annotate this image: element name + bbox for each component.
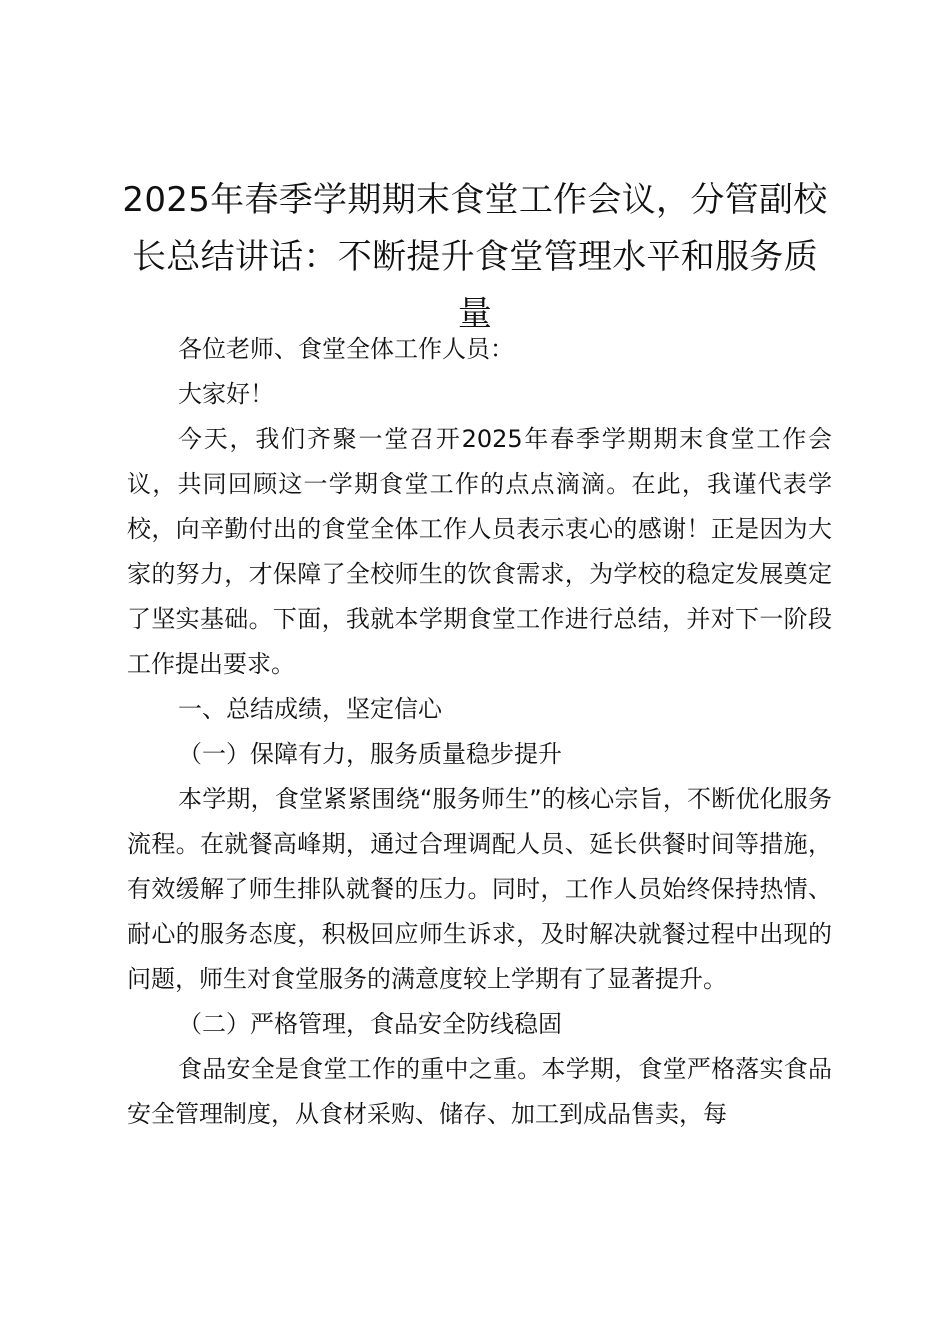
subsection-heading: （二）严格管理，食品安全防线稳固	[178, 1010, 562, 1038]
subsection-paragraph: 食品安全是食堂工作的重中之重。本学期，食堂严格落实食品安全管理制度，从食材采购、储存、加工到成品售卖，每	[127, 1055, 832, 1128]
document-title: 2025年春季学期期末食堂工作会议，分管副校长总结讲话：不断提升食堂管理水平和服务质量	[122, 180, 828, 334]
document-body	[127, 327, 832, 1137]
subsection-heading: （一）保障有力，服务质量稳步提升	[178, 740, 562, 768]
section-heading: 一、总结成绩，坚定信心	[178, 695, 442, 723]
salutation-paragraph: 大家好！	[178, 380, 274, 408]
greeting-paragraph: 各位老师、食堂全体工作人员：	[178, 335, 514, 363]
intro-paragraph: 今天，我们齐聚一堂召开2025年春季学期期末食堂工作会议，共同回顾这一学期食堂工作的点点滴滴。在此，我谨代表学校，向辛勤付出的食堂全体工作人员表示衷心的感谢！正是因为大家的努力，才保障了全校师生的饮食需求，为学校的稳定发展奠定了坚实基础。下面，我就本学期食堂工作进行总结，并对下一阶段工作提出要求。	[127, 425, 832, 678]
subsection-paragraph: 本学期，食堂紧紧围绕“服务师生”的核心宗旨，不断优化服务流程。在就餐高峰期，通过合理调配人员、延长供餐时间等措施，有效缓解了师生排队就餐的压力。同时，工作人员始终保持热情、耐心的服务态度，积极回应师生诉求，及时解决就餐过程中出现的问题，师生对食堂服务的满意度较上学期有了显著提升。	[127, 785, 832, 993]
